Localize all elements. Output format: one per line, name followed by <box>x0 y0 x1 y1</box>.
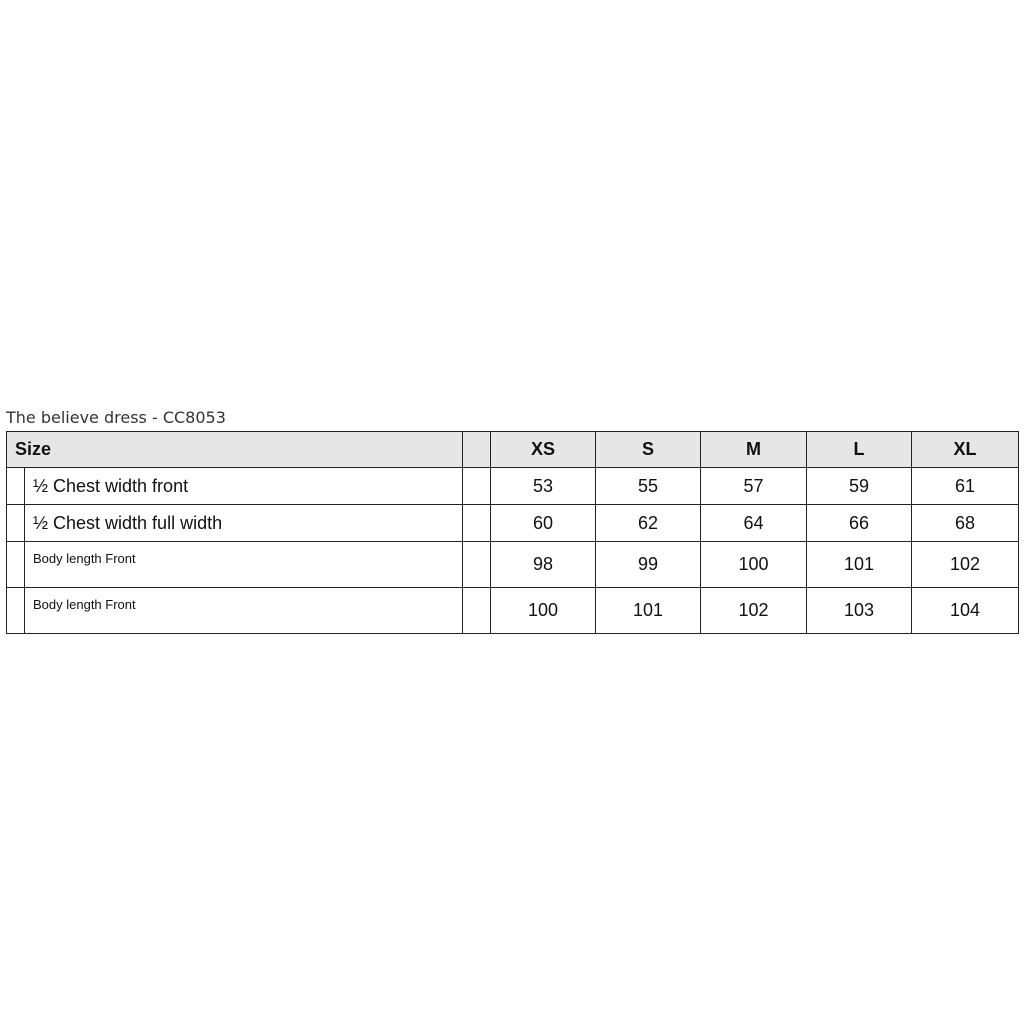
size-chart-table <box>6 431 1019 634</box>
document-title: The believe dress - CC8053 <box>6 408 226 427</box>
value-cell: 59 <box>807 468 912 505</box>
value-cell: 103 <box>807 588 912 634</box>
table-row <box>7 542 1019 588</box>
size-col-l: L <box>807 432 912 468</box>
value-cell: 101 <box>807 542 912 588</box>
value-cell: 68 <box>912 505 1019 542</box>
spacer-cell <box>463 468 491 505</box>
value-cell: 100 <box>491 588 596 634</box>
indent-cell <box>7 542 25 588</box>
value-cell: 99 <box>596 542 701 588</box>
spacer-cell <box>463 505 491 542</box>
value-cell: 102 <box>701 588 807 634</box>
value-cell: 66 <box>807 505 912 542</box>
size-col-s: S <box>596 432 701 468</box>
row-label: ½ Chest width full width <box>25 505 463 542</box>
size-col-xs: XS <box>491 432 596 468</box>
value-cell: 60 <box>491 505 596 542</box>
value-cell: 62 <box>596 505 701 542</box>
header-row <box>7 432 1019 468</box>
row-label: Body length Front <box>25 588 463 634</box>
value-cell: 100 <box>701 542 807 588</box>
row-label: Body length Front <box>25 542 463 588</box>
value-cell: 57 <box>701 468 807 505</box>
spacer-cell <box>463 432 491 468</box>
value-cell: 102 <box>912 542 1019 588</box>
value-cell: 104 <box>912 588 1019 634</box>
table-row <box>7 505 1019 542</box>
size-col-m: M <box>701 432 807 468</box>
table-row <box>7 468 1019 505</box>
size-header-label: Size <box>7 432 463 468</box>
spacer-cell <box>463 542 491 588</box>
value-cell: 98 <box>491 542 596 588</box>
size-col-xl: XL <box>912 432 1019 468</box>
value-cell: 53 <box>491 468 596 505</box>
table-row <box>7 588 1019 634</box>
value-cell: 64 <box>701 505 807 542</box>
indent-cell <box>7 468 25 505</box>
indent-cell <box>7 505 25 542</box>
indent-cell <box>7 588 25 634</box>
spacer-cell <box>463 588 491 634</box>
value-cell: 61 <box>912 468 1019 505</box>
value-cell: 101 <box>596 588 701 634</box>
value-cell: 55 <box>596 468 701 505</box>
row-label: ½ Chest width front <box>25 468 463 505</box>
